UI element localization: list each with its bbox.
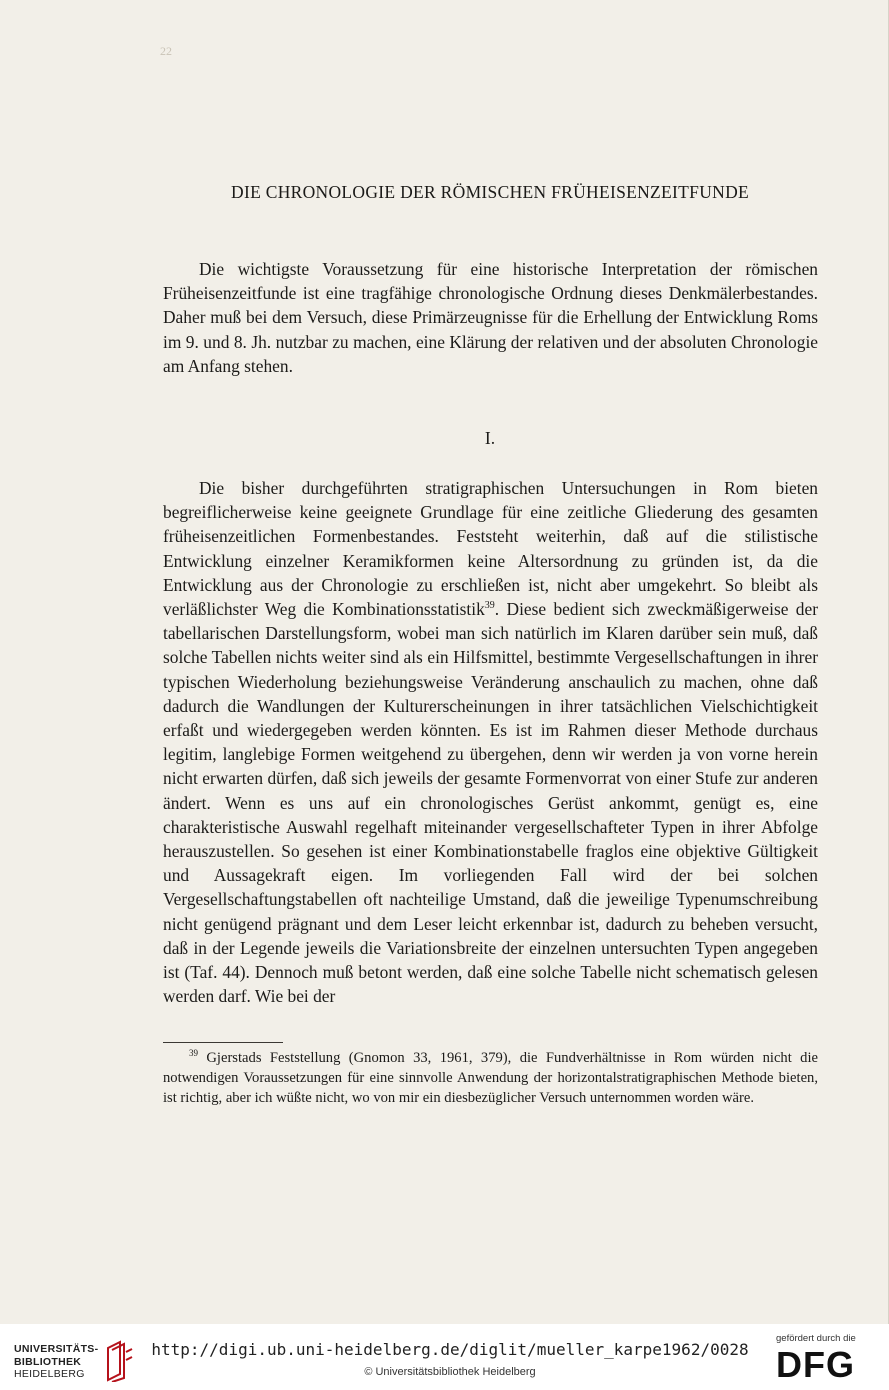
library-mark-icon [98,1340,134,1382]
paragraph-main-part1: Die bisher durchgeführten stratigraphischen Untersuchungen in Rom bieten begreiflicherweise keine geeignete Grundlage für eine zeitliche Gliederung des gesamten früheisenzeitlichen Formenbestandes. Feststeht weiterhin, daß auf die stilistische Entwicklung einzelner Keramikformen keine Altersordnung zu gründen ist, da die Entwicklung aus der Chronologie zu erschließen ist, nicht aber umgekehrt. So bleibt als verläßlichster Weg die Kombinationsstatistik [163,478,818,620]
footnote-reference[interactable]: 39 [484,600,495,612]
footnote-divider [163,1042,283,1043]
dfg-logo[interactable]: DFG [776,1344,855,1385]
library-line-2: BIBLIOTHEK [14,1355,82,1368]
sponsor-label: gefördert durch die [776,1333,856,1344]
library-line-3: HEIDELBERG [14,1368,85,1380]
footnote-number: 39 [189,1048,198,1058]
footnote-text: Gjerstads Feststellung (Gnomon 33, 1961, 379), die Fundverhältnisse in Rom würden nicht die notwendigen Voraussetzungen für eine sinnvolle Anwendung der horizontalstratigraphischen Methode bieten, ist richtig, aber ich wüßte nicht, wo von mir ein diesbezüglicher Versuch unternommen worden wäre. [163,1050,818,1107]
paragraph-main [163,476,818,1008]
permalink[interactable]: http://digi.ub.uni-heidelberg.de/diglit/mueller_karpe1962/0028 [151,1340,749,1359]
section-heading: I. [484,428,496,448]
copyright-notice: © Universitätsbibliothek Heidelberg [364,1366,536,1378]
library-line-1: UNIVERSITÄTS- [14,1343,99,1355]
page-number: 22 [160,44,172,58]
paragraph-intro: Die wichtigste Voraussetzung für eine historische Interpretation der römischen Früheisenzeitfunde ist eine tragfähige chronologische Ordnung dieses Denkmälerbestandes. Daher muß bei dem Versuch, diese Primärzeugnisse für die Erhellung der Entwicklung Roms im 9. und 8. Jh. nutzbar zu machen, eine Klärung der relativen und der absoluten Chronologie am Anfang stehen. [163,259,818,376]
library-name [14,1343,98,1381]
footnote [163,1048,818,1109]
page-title: DIE CHRONOLOGIE DER RÖMISCHEN FRÜHEISENZEITFUNDE [231,182,749,202]
library-logo[interactable] [14,1343,134,1383]
paragraph-main-part2: . Diese bedient sich zweckmäßigerweise der tabellarischen Darstellungsform, wobei man sich natürlich im Klaren darüber sein muß, daß solche Tabellen nichts weiter sind als ein Hilfsmittel, bestimmte Vergesellschaftungen in ihrer typischen Wiederholung beziehungsweise Veränderung anschaulich zu machen, ohne daß dadurch die Wandlungen der Kulturerscheinungen in ihrer tatsächlichen Vielschichtigkeit erfaßt und wiedergegeben werden könnten. Es ist im Rahmen dieser Methode durchaus legitim, langlebige Formen weitgehend zu übergehen, denn wir werden ja von vorne herein nicht erwarten dürfen, daß sich jeweils der gesamte Formenvorrat von einer Stufe zur anderen ändert. Wenn es uns auf ein chronologisches Gerüst ankommt, genügt es, eine charakteristische Auswahl regelhaft miteinander vergesellschafteter Typen in ihrer Abfolge herauszustellen. So gesehen ist einer Kombinationstabelle fraglos eine objektive Gültigkeit und Aussagekraft eigen. Im vorliegenden Fall wird der bei solchen Vergesellschaftungstabellen oft nachteilige Umstand, daß die jeweilige Typenumschreibung nicht genügend prägnant und dem Leser leicht erkennbar ist, dadurch zu beheben versucht, daß in der Legende jeweils die Variationsbreite der einzelnen untersuchten Typen angegeben ist (Taf. 44). Dennoch muß betont werden, daß eine solche Tabelle nicht schematisch gelesen werden darf. Wie bei der [163,599,819,1007]
